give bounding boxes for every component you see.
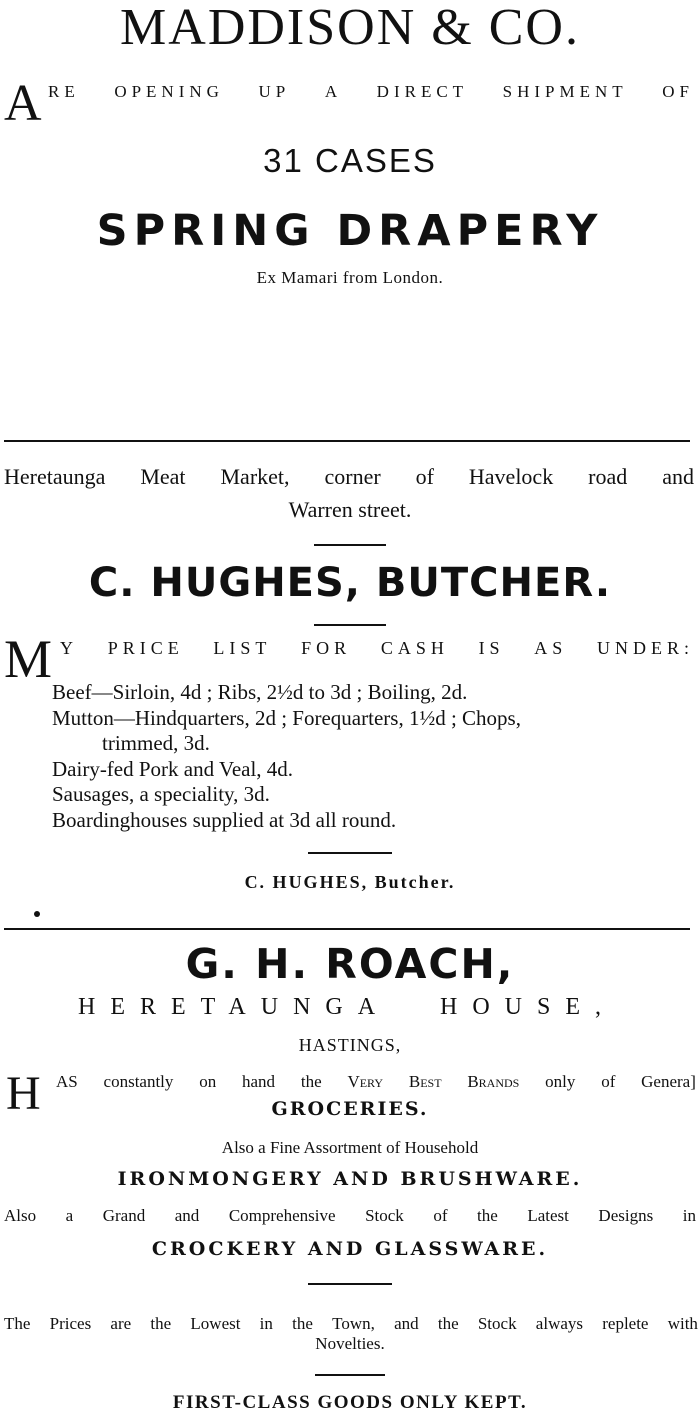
intro-word: RE [48,82,80,101]
groceries-drop-cap: H [6,1067,41,1120]
intro-word: the [300,1072,322,1091]
intro-line [48,82,694,102]
prices-word: Prices [49,1314,92,1333]
intro-word: DIRECT [376,82,469,101]
prices-word: in [259,1314,273,1333]
intro-word: in [682,1206,696,1225]
price-line: Dairy-fed Pork and Veal, 4d. [52,756,294,781]
market-location-line [4,464,694,490]
intro-word: Very [347,1072,384,1091]
intro-word: Latest [527,1206,569,1225]
market-location-line-2: Warren street. [288,497,412,522]
intro-word: only [545,1072,576,1091]
shipment-source: Ex Mamari from London. [256,268,444,287]
intro-word: and [174,1206,200,1225]
intro-word: Designs [598,1206,654,1225]
price-line: trimmed, 3d. [102,731,210,755]
location-word: road [588,464,628,489]
town-name: HASTINGS, [298,1035,402,1055]
intro-word: Brands [467,1072,520,1091]
location-word: Havelock [468,464,554,489]
intro-word: the [477,1206,498,1225]
location-word: and [662,464,694,489]
location-word: corner [324,464,381,489]
price-line: Boardinghouses supplied at 3d all round. [52,807,397,832]
intro-word: PRICE [107,638,184,658]
location-word: of [415,464,434,489]
short-rule [314,544,386,546]
price-line: Beef—Sirloin, 4d ; Ribs, 2½d to 3d ; Boiling, 2d. [52,680,468,704]
price-list-intro [60,638,694,659]
prices-word: the [292,1314,313,1333]
intro-word: AS [534,638,568,658]
price-list-drop-cap: M [4,629,53,689]
butcher-signature: C. HUGHES, Butcher. [244,872,456,892]
intro-word: OF [662,82,694,101]
prices-word: with [667,1314,698,1333]
intro-word: SHIPMENT [502,82,628,101]
price-list [52,680,696,833]
prices-word: the [437,1314,459,1333]
intro-word: constantly [103,1072,174,1091]
groceries-heading: GROCERIES. [271,1098,429,1120]
prices-word: Lowest [190,1314,241,1333]
company-name: MADDISON & CO. [120,0,580,56]
spring-drapery-headline: SPRING DRAPERY [96,206,604,256]
intro-word: Comprehensive [228,1206,336,1225]
divider-rule [4,440,690,442]
intro-word: Stock [365,1206,404,1225]
location-word: Heretaunga [4,464,106,489]
roach-name: G. H. ROACH, [185,940,515,988]
intro-word: Y [60,638,78,658]
short-rule [314,624,386,626]
prices-word: the [150,1314,172,1333]
heretaunga-house-line [78,994,616,1021]
intro-word: Also [4,1206,37,1225]
intro-word: FOR [301,638,352,658]
intro-word: AS [56,1072,78,1091]
ironmongery-heading: IRONMONGERY AND BRUSHWARE. [117,1168,583,1190]
intro-word: Grand [102,1206,146,1225]
short-rule [308,852,392,854]
prices-word: Stock [477,1314,517,1333]
intro-word: UP [258,82,291,101]
household-line: Also a Fine Assortment of Household [221,1138,479,1157]
prices-line [4,1314,698,1334]
house-word: HOUSE, [439,994,616,1020]
intro-word: hand [242,1072,276,1091]
intro-word: of [433,1206,448,1225]
price-line: Mutton—Hindquarters, 2d ; Forequarters, 1½d ; Chops, [52,705,521,730]
intro-word: A [324,82,343,101]
intro-word: LIST [213,638,272,658]
cases-count: 31 CASES [263,142,437,179]
prices-line-2: Novelties. [315,1334,385,1353]
butcher-title: C. HUGHES, BUTCHER. [88,560,612,606]
print-dot [34,911,40,917]
first-class-footer: FIRST-CLASS GOODS ONLY KEPT. [172,1392,528,1413]
intro-word: UNDER: [597,638,694,658]
intro-word: OPENING [114,82,224,101]
house-word: HERETAUNGA [78,994,391,1020]
crockery-heading: CROCKERY AND GLASSWARE. [151,1238,549,1260]
short-rule [315,1374,385,1376]
intro-word: CASH [380,638,449,658]
intro-word: of [601,1072,616,1091]
divider-rule [4,928,690,930]
prices-word: and [394,1314,419,1333]
prices-word: always [535,1314,584,1333]
groceries-intro-line [56,1072,696,1092]
intro-word: Genera] [641,1072,696,1091]
short-rule [308,1283,392,1285]
prices-word: are [110,1314,132,1333]
location-word: Market, [220,464,290,489]
prices-word: Town, [332,1314,375,1333]
intro-word: a [65,1206,74,1225]
prices-word: replete [602,1314,649,1333]
intro-drop-cap: A [4,75,42,132]
location-word: Meat [140,464,186,489]
intro-word: on [199,1072,217,1091]
price-line: Sausages, a speciality, 3d. [52,782,270,806]
intro-word: IS [478,638,505,658]
crockery-intro-line [4,1206,696,1226]
intro-word: Best [408,1072,442,1091]
prices-word: The [4,1314,31,1333]
